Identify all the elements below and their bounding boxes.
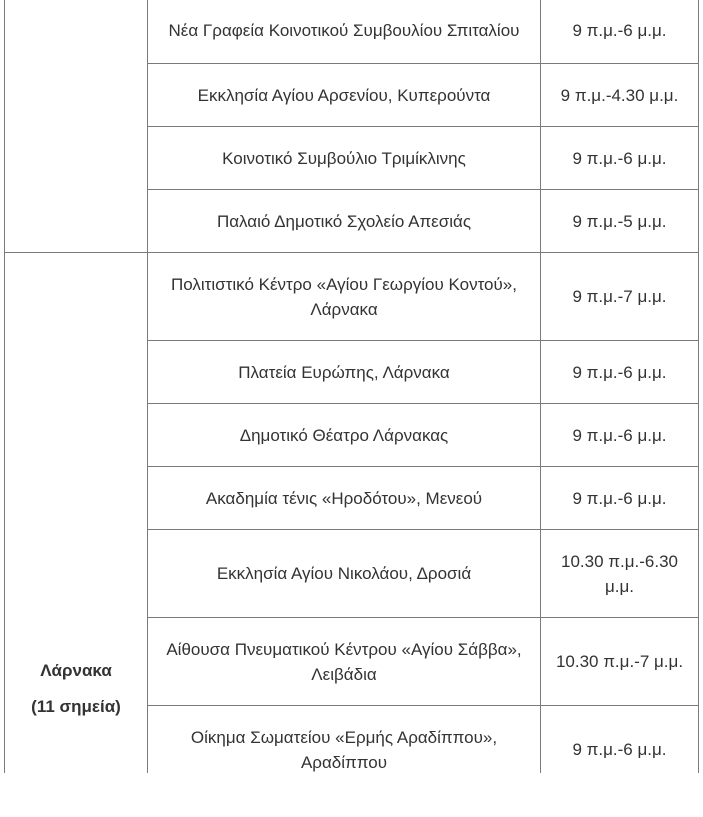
hours-cell: 9 π.μ.-6 μ.μ. [541, 0, 699, 64]
hours-cell: 10.30 π.μ.-7 μ.μ. [541, 618, 699, 706]
region-count: (11 σημεία) [31, 697, 121, 716]
locations-table [4, 0, 699, 773]
location-cell: Οίκημα Σωματείου «Ερμής Αραδίππου», Αραδίππου [148, 706, 541, 774]
table-row [5, 0, 699, 64]
location-cell: Εκκλησία Αγίου Αρσενίου, Κυπερούντα [148, 64, 541, 127]
location-cell: Ακαδημία τένις «Ηροδότου», Μενεού [148, 467, 541, 530]
location-cell: Παλαιό Δημοτικό Σχολείο Απεσιάς [148, 190, 541, 253]
hours-cell: 9 π.μ.-6 μ.μ. [541, 706, 699, 774]
table-row [5, 253, 699, 341]
location-cell: Δημοτικό Θέατρο Λάρνακας [148, 404, 541, 467]
hours-cell: 9 π.μ.-6 μ.μ. [541, 127, 699, 190]
hours-cell: 9 π.μ.-6 μ.μ. [541, 341, 699, 404]
location-cell: Αίθουσα Πνευματικού Κέντρου «Αγίου Σάββα», Λειβάδια [148, 618, 541, 706]
region-name: Λάρνακα [40, 661, 112, 680]
region-cell [5, 0, 148, 253]
location-cell: Κοινοτικό Συμβούλιο Τριμίκλινης [148, 127, 541, 190]
hours-cell: 9 π.μ.-6 μ.μ. [541, 467, 699, 530]
hours-cell: 9 π.μ.-5 μ.μ. [541, 190, 699, 253]
location-cell: Πλατεία Ευρώπης, Λάρνακα [148, 341, 541, 404]
hours-cell: 9 π.μ.-4.30 μ.μ. [541, 64, 699, 127]
region-cell [5, 253, 148, 774]
location-cell: Πολιτιστικό Κέντρο «Αγίου Γεωργίου Κοντού», Λάρνακα [148, 253, 541, 341]
hours-cell: 9 π.μ.-6 μ.μ. [541, 404, 699, 467]
hours-cell: 9 π.μ.-7 μ.μ. [541, 253, 699, 341]
hours-cell: 10.30 π.μ.-6.30 μ.μ. [541, 530, 699, 618]
location-cell: Εκκλησία Αγίου Νικολάου, Δροσιά [148, 530, 541, 618]
location-cell: Νέα Γραφεία Κοινοτικού Συμβουλίου Σπιταλίου [148, 0, 541, 64]
